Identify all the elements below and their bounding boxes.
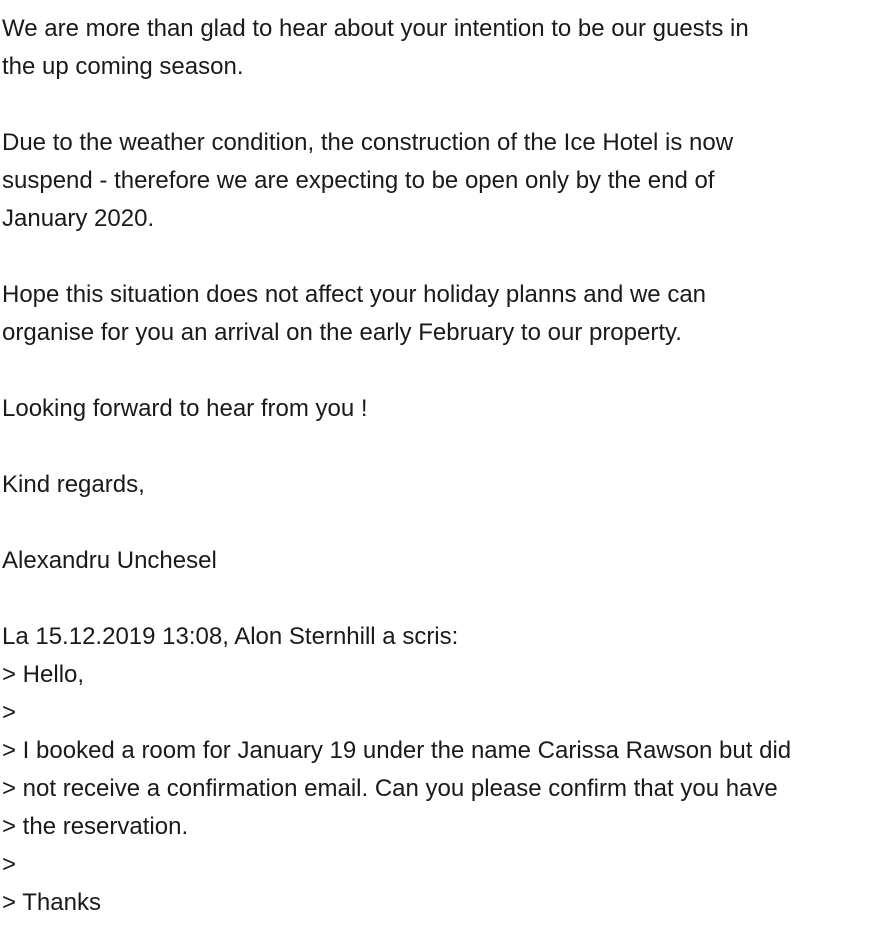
sign-off: Kind regards, [2, 471, 145, 498]
paragraph-2-line-3: January 2020. [2, 205, 155, 232]
signature-name: Alexandru Unchesel [2, 547, 217, 574]
blank-line [2, 580, 882, 618]
paragraph-1-line-1: We are more than glad to hear about your intention to be our guests in [2, 15, 749, 42]
paragraph-2-line-1: Due to the weather condition, the construction of the Ice Hotel is now [2, 129, 734, 156]
paragraph-3-line-1: Hope this situation does not affect your holiday planns and we can [2, 281, 707, 308]
quoted-line: > Thanks [2, 889, 101, 916]
paragraph-1-line-2: the up coming season. [2, 53, 244, 80]
quote-header: La 15.12.2019 13:08, Alon Sternhill a scris: [2, 623, 459, 650]
closing-line: Looking forward to hear from you ! [2, 395, 368, 422]
blank-line [2, 428, 882, 466]
quoted-line: > I booked a room for January 19 under the name Carissa Rawson but did [2, 737, 792, 764]
blank-line [2, 504, 882, 542]
quoted-line: > [2, 699, 17, 726]
blank-line [2, 352, 882, 390]
paragraph-3-line-2: organise for you an arrival on the early February to our property. [2, 319, 682, 346]
quoted-line: > Hello, [2, 661, 85, 688]
quoted-line: > the reservation. [2, 813, 189, 840]
blank-line [2, 238, 882, 276]
paragraph-2-line-2: suspend - therefore we are expecting to be open only by the end of [2, 167, 715, 194]
quoted-line: > not receive a confirmation email. Can you please confirm that you have [2, 775, 778, 802]
blank-line [2, 86, 882, 124]
email-body [2, 10, 882, 922]
quoted-line: > [2, 851, 17, 878]
